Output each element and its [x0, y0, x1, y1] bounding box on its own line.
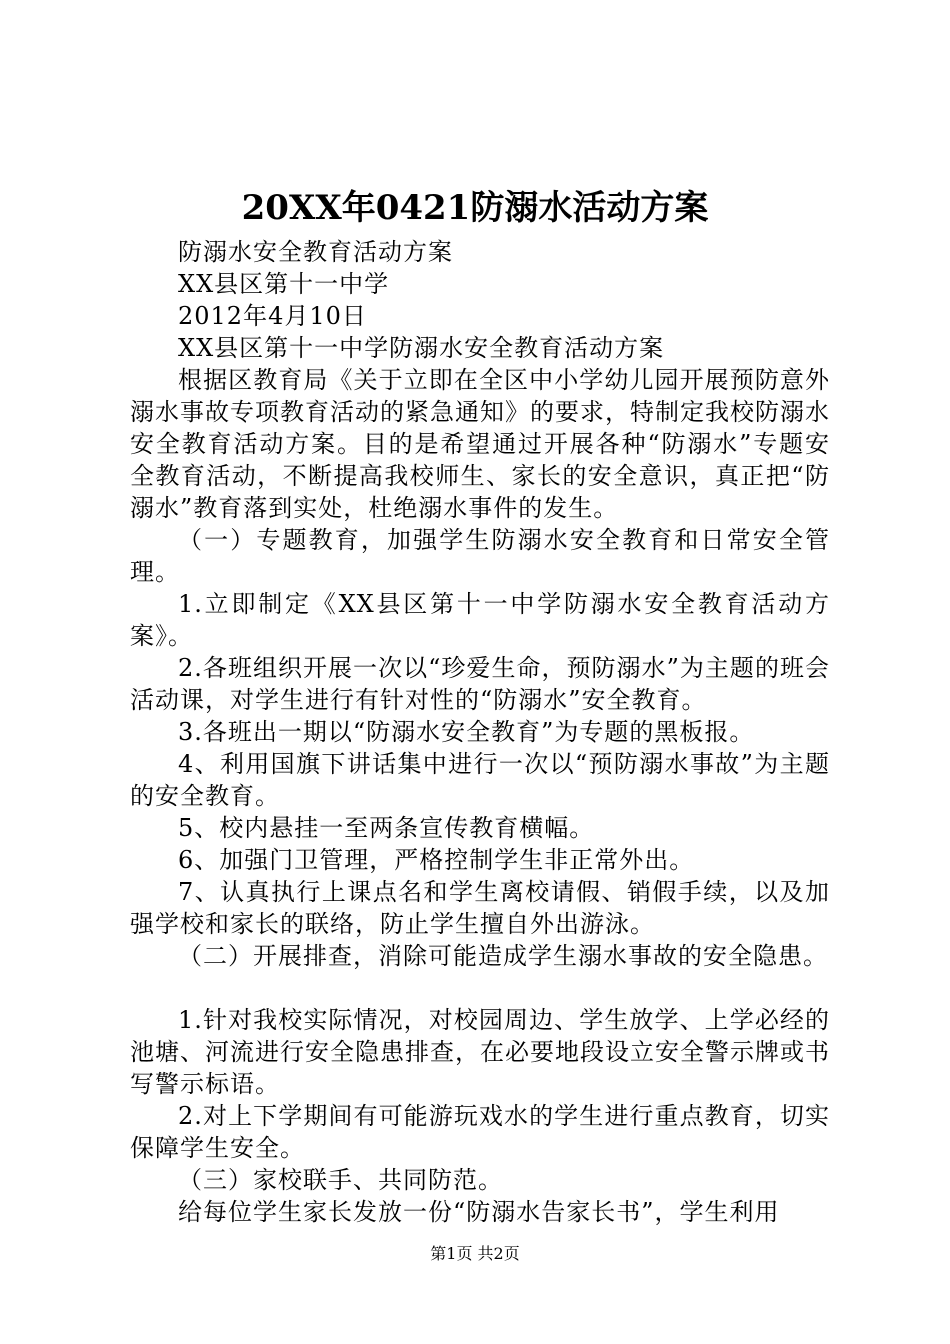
- paragraph: （三）家校联手、共同防范。: [178, 1166, 503, 1194]
- paragraph: 2.对上下学期间有可能游玩戏水的学生进行重点教育，切实保障学生安全。: [130, 1102, 830, 1162]
- paragraph: 6、加强门卫管理，严格控制学生非正常外出。: [178, 846, 695, 874]
- paragraph: （一）专题教育，加强学生防溺水安全教育和日常安全管理。: [130, 526, 830, 586]
- paragraph: 2.各班组织开展一次以“珍爱生命，预防溺水”为主题的班会活动课，对学生进行有针对性的“防溺水”安全教育。: [130, 654, 830, 714]
- paragraph: 2012年4月10日: [178, 302, 367, 330]
- paragraph: 3.各班出一期以“防溺水安全教育”为专题的黑板报。: [178, 718, 755, 746]
- paragraph: （二）开展排查，消除可能造成学生溺水事故的安全隐患。: [178, 942, 828, 970]
- paragraph: 7、认真执行上课点名和学生离校请假、销假手续，以及加强学校和家长的联络，防止学生擅自外出游泳。: [130, 878, 830, 938]
- paragraph: 1.立即制定《XX县区第十一中学防溺水安全教育活动方案》。: [130, 590, 830, 650]
- document-title: 20XX年0421防溺水活动方案: [241, 188, 709, 228]
- paragraph: XX县区第十一中学防溺水安全教育活动方案: [178, 334, 665, 362]
- paragraph: 1.针对我校实际情况，对校园周边、学生放学、上学必经的池塘、河流进行安全隐患排查，在必要地段设立安全警示牌或书写警示标语。: [130, 1006, 830, 1098]
- paragraph: 5、校内悬挂一至两条宣传教育横幅。: [178, 814, 595, 842]
- document-body: [130, 236, 830, 1228]
- blank-line: [130, 972, 830, 1004]
- page-footer: 第1页 共2页: [430, 1244, 520, 1263]
- paragraph: XX县区第十一中学: [178, 270, 390, 298]
- paragraph: 根据区教育局《关于立即在全区中小学幼儿园开展预防意外溺水事故专项教育活动的紧急通知》的要求，特制定我校防溺水安全教育活动方案。目的是希望通过开展各种“防溺水”专题安全教育活动，不断提高我校师生、家长的安全意识，真正把“防溺水”教育落到实处，杜绝溺水事件的发生。: [130, 366, 830, 522]
- paragraph: 给每位学生家长发放一份“防溺水告家长书”，学生利用: [178, 1198, 780, 1226]
- paragraph: 防溺水安全教育活动方案: [178, 238, 453, 266]
- paragraph: 4、利用国旗下讲话集中进行一次以“预防溺水事故”为主题的安全教育。: [130, 750, 830, 810]
